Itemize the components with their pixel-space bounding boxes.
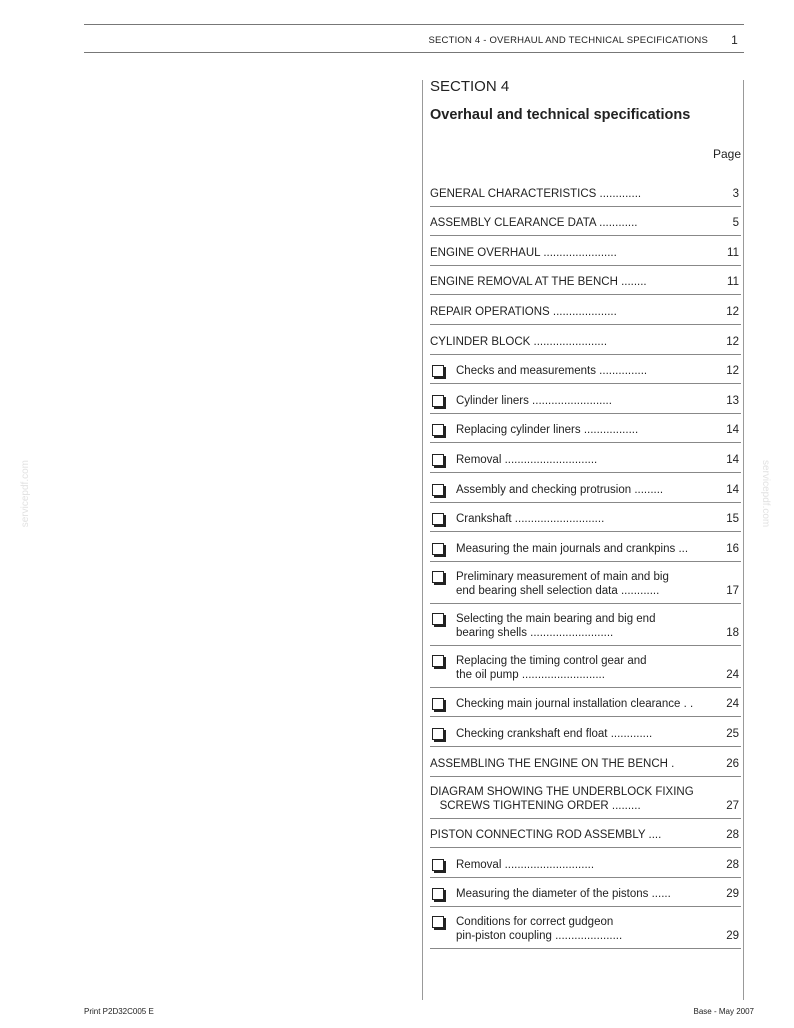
toc-entry-title: Checks and measurements ............... [456, 365, 648, 378]
toc-entry-title: ENGINE REMOVAL AT THE BENCH ........ [430, 276, 647, 289]
toc-entry-page: 15 [726, 513, 739, 526]
toc-entry-page: 27 [726, 799, 739, 812]
toc-entry-title: Replacing the timing control gear and the oil pump .......................... [456, 654, 647, 681]
checkbox-bullet-icon [432, 728, 444, 740]
footer-print-code: Print P2D32C005 E [84, 1007, 154, 1016]
page-header [84, 26, 744, 53]
toc-entry[interactable] [430, 878, 741, 908]
toc-entry[interactable] [430, 717, 741, 747]
toc-entry-page: 12 [726, 365, 739, 378]
toc-entry-title: Removal ............................. [456, 453, 598, 466]
toc-entry-page: 14 [726, 424, 739, 437]
toc-entry[interactable] [430, 384, 741, 414]
toc-entry[interactable] [430, 907, 741, 949]
toc-entry[interactable] [430, 503, 741, 533]
watermark-left: servicepdf.com [20, 460, 31, 528]
toc-entry[interactable] [430, 443, 741, 473]
toc-entry-title: ENGINE OVERHAUL ....................... [430, 246, 617, 259]
toc-entry-title: REPAIR OPERATIONS .................... [430, 305, 617, 318]
toc-entry-page: 14 [726, 453, 739, 466]
toc-entry-title: Crankshaft ............................ [456, 513, 605, 526]
toc-entry[interactable] [430, 562, 741, 604]
toc-entry-page: 12 [726, 305, 739, 318]
checkbox-bullet-icon [432, 395, 444, 407]
toc-entry-page: 14 [726, 483, 739, 496]
toc-entry-page: 17 [726, 584, 739, 597]
header-section-title: SECTION 4 - OVERHAUL AND TECHNICAL SPECIFICATIONS [428, 35, 708, 46]
toc-entry[interactable] [430, 325, 741, 355]
toc-entry-title: Removal ............................ [456, 858, 595, 871]
checkbox-bullet-icon [432, 655, 444, 667]
checkbox-bullet-icon [432, 424, 444, 436]
watermark-right: servicepdf.com [760, 460, 771, 528]
toc-entry-title: Measuring the diameter of the pistons ...... [456, 888, 671, 901]
toc-entry-page: 5 [732, 217, 739, 230]
toc-entry-title: CYLINDER BLOCK ....................... [430, 335, 608, 348]
toc-entry-title: Checking main journal installation clearance . . [456, 698, 694, 711]
left-column-rule [422, 80, 423, 1000]
page-column-heading: Page [712, 147, 741, 161]
toc-entry[interactable] [430, 819, 741, 849]
toc-entry-page: 24 [726, 698, 739, 711]
toc-entry-title: Cylinder liners ......................... [456, 394, 612, 407]
checkbox-bullet-icon [432, 484, 444, 496]
toc-entry-page: 26 [726, 757, 739, 770]
checkbox-bullet-icon [432, 365, 444, 377]
toc-entry-title: Conditions for correct gudgeon pin-piston coupling ..................... [456, 916, 623, 943]
toc-entry[interactable] [430, 532, 741, 562]
toc-entry[interactable] [430, 747, 741, 777]
checkbox-bullet-icon [432, 888, 444, 900]
toc-entry-page: 11 [727, 246, 739, 259]
toc-entry-title: Measuring the main journals and crankpins ... [456, 542, 689, 555]
toc-entry-page: 24 [726, 668, 739, 681]
toc-entry-page: 29 [726, 888, 739, 901]
right-column-rule [743, 80, 744, 1000]
top-rule [84, 24, 744, 25]
toc-entry-page: 28 [726, 858, 739, 871]
toc-entry-page: 25 [726, 727, 739, 740]
toc-entry-title: GENERAL CHARACTERISTICS ............. [430, 187, 642, 200]
toc-entry-page: 11 [727, 276, 739, 289]
toc-entry[interactable] [430, 295, 741, 325]
toc-entry[interactable] [430, 414, 741, 444]
checkbox-bullet-icon [432, 543, 444, 555]
toc-entry-title: ASSEMBLING THE ENGINE ON THE BENCH . [430, 757, 675, 770]
footer-edition: Base - May 2007 [693, 1007, 754, 1016]
checkbox-bullet-icon [432, 698, 444, 710]
toc-entry[interactable] [430, 688, 741, 718]
toc-entry-page: 16 [726, 542, 739, 555]
toc-entry[interactable] [430, 236, 741, 266]
toc-entry[interactable] [430, 604, 741, 646]
section-title: Overhaul and technical specifications [430, 107, 691, 123]
toc-entry-page: 29 [726, 930, 739, 943]
toc-entry[interactable] [430, 207, 741, 237]
toc-entry-page: 28 [726, 829, 739, 842]
toc-entry-title: PISTON CONNECTING ROD ASSEMBLY .... [430, 829, 662, 842]
toc-entry-title: Checking crankshaft end float ............. [456, 727, 653, 740]
header-page-number: 1 [731, 33, 738, 47]
toc-entry[interactable] [430, 848, 741, 878]
checkbox-bullet-icon [432, 454, 444, 466]
checkbox-bullet-icon [432, 859, 444, 871]
toc-entry[interactable] [430, 646, 741, 688]
toc-entry-title: DIAGRAM SHOWING THE UNDERBLOCK FIXING SCREWS TIGHTENING ORDER ......... [430, 785, 694, 812]
toc-entry[interactable] [430, 777, 741, 819]
toc-entry-page: 18 [726, 626, 739, 639]
checkbox-bullet-icon [432, 513, 444, 525]
toc-entry-page: 13 [726, 394, 739, 407]
toc-entry-title: Selecting the main bearing and big end bearing shells .......................... [456, 612, 656, 639]
toc-entry-page: 3 [732, 187, 739, 200]
checkbox-bullet-icon [432, 571, 444, 583]
toc-entries [430, 177, 741, 949]
toc-entry-page: 12 [726, 335, 739, 348]
toc-entry[interactable] [430, 355, 741, 385]
toc-entry[interactable] [430, 473, 741, 503]
checkbox-bullet-icon [432, 916, 444, 928]
toc-entry[interactable] [430, 266, 741, 296]
section-label: SECTION 4 [430, 78, 510, 95]
toc-entry-title: Replacing cylinder liners ................. [456, 424, 639, 437]
toc-entry-title: Preliminary measurement of main and big end bearing shell selection data ............ [456, 570, 669, 597]
toc-entry-title: Assembly and checking protrusion ......... [456, 483, 664, 496]
toc-entry-title: ASSEMBLY CLEARANCE DATA ............ [430, 217, 638, 230]
toc-entry[interactable] [430, 177, 741, 207]
table-of-contents [430, 74, 741, 949]
checkbox-bullet-icon [432, 613, 444, 625]
